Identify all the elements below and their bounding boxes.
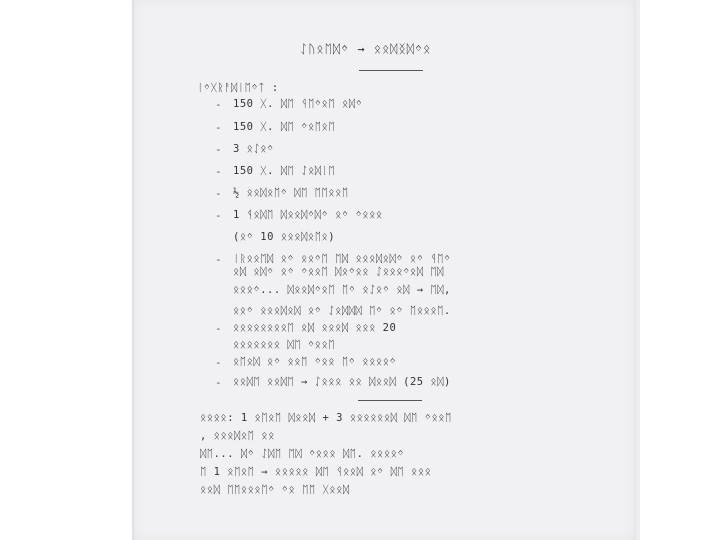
- instruction-line: ᛟᛟᛟᛜ... ᛞᛟᛟᛞᛜᛟᛖ ᛖᛜ ᛟᛇᛟᛜ ᛟᛞ → ᛖᛞ,: [233, 284, 451, 296]
- bullet-dash: -: [215, 143, 222, 156]
- section-divider: [358, 400, 422, 401]
- bullet-dash: -: [215, 187, 222, 200]
- instruction-line: ᛟᛟᛟᛟᛟᛟᛟᛟᛖ ᛟᛞ ᛟᛟᛟᛞ ᛟᛟᛟ 20: [233, 322, 397, 334]
- bullet-dash: -: [215, 209, 222, 222]
- footer-line: ᛞᛖ... ᛞᛜ ᛇᛞᛖ ᛖᛞ ᛜᛟᛟᛟ ᛞᛖ. ᛟᛟᛟᛟᛜ: [200, 448, 405, 460]
- footer-line: ᛖ 1 ᛟᛖᛟᛖ → ᛟᛟᛟᛟᛟ ᛞᛖ ᛩᛟᛟᛞ ᛟᛜ ᛞᛖ ᛟᛟᛟ: [200, 466, 432, 478]
- bullet-dash: -: [215, 376, 222, 389]
- ingredient-line: 150 ᚷ. ᛞᛖ ᛇᛟᛞᛁᛖ: [233, 165, 336, 177]
- bullet-dash: -: [215, 165, 222, 178]
- bullet-dash: -: [215, 356, 222, 369]
- footer-line: , ᛟᛟᛟᛞᛟᛖ ᛟᛟ: [200, 430, 275, 442]
- ingredient-line: 1 ᛩᛟᛞᛖ ᛞᛟᛟᛞᛜᛞᛜ ᛟᛜ ᛜᛟᛟᛟ: [233, 209, 383, 221]
- document-title: ᛇᚢᛟᛖᛞᛜ → ᛟᛟᛞᛝᛞᛜᛟ: [300, 42, 432, 56]
- instruction-line: ᛟᛞ ᛟᛞᛜ ᛟᛜ ᛜᛟᛟᛖ ᛞᛟᛜᛟᛟ ᛇᛟᛟᛟᛜᛟᛞ ᛖᛞ: [233, 266, 444, 278]
- footer-line: ᛟᛟᛞ ᛖᛖᛟᛟᛟᛖᛜ ᛜᛟ ᛖᛖ ᚷᛟᛟᛞ: [200, 484, 350, 496]
- ingredient-line: 150 ᚷ. ᛞᛖ ᛜᛟᛖᛟᛖ: [233, 121, 336, 133]
- instruction-line: ᛟᛟᛞᛖ ᛟᛟᛞᛖ → ᛇᛟᛟᛟ ᛟᛟ ᛞᛟᛟᛞ (25 ᛟᛞ): [233, 376, 451, 388]
- ingredient-line: ½ ᛟᛟᛞᛟᛖᛜ ᛞᛖ ᛖᛖᛟᛟᛖ: [233, 187, 349, 199]
- bullet-dash: -: [215, 98, 222, 111]
- bullet-dash: -: [215, 121, 222, 134]
- bullet-dash: -: [215, 322, 222, 335]
- instruction-line: ᛟᛖᛟᛞ ᛟᛜ ᛟᛟᛖ ᛜᛟᛟ ᛖᛜ ᛟᛟᛟᛟᛜ: [233, 356, 397, 368]
- ingredient-line: 150 ᚷ. ᛞᛖ ᛩᛖᛜᛟᛖ ᛟᛞᛜ: [233, 98, 363, 110]
- ingredient-line: (ᛟᛜ 10 ᛟᛟᛟᛞᛟᛖᛟ): [233, 231, 336, 243]
- footer-line: ᛟᛟᛟᛟ: 1 ᛟᛖᛟᛖ ᛞᛟᛟᛞ + 3 ᛟᛟᛟᛟᛟᛟᛞ ᛞᛖ ᛜᛟᛟᛖ: [200, 412, 452, 424]
- instruction-line: ᛁᚱᛟᛟᛖᛞ ᛟᛜ ᛟᛟᛜᛖ ᛖᛞ ᛟᛟᛟᛞᛟᛞᛜ ᛟᛜ ᛩᛖᛜ: [233, 253, 451, 265]
- title-underline: [359, 70, 423, 71]
- instruction-line: ᛟᛟᛜ ᛟᛟᛟᛞᛟᛞ ᛟᛜ ᛇᛟᛞᛞᛞ ᛖᛜ ᛟᛜ ᛖᛟᛟᛟᛖ.: [233, 305, 451, 317]
- section-heading: ᛁᛜᚷᚱᚨᛞᛁᛖᛜᛏ :: [197, 82, 279, 94]
- bullet-dash: -: [215, 253, 222, 266]
- ingredient-line: 3 ᛟᛇᛟᛜ: [233, 143, 274, 155]
- instruction-line: ᛟᛟᛟᛟᛟᛟᛟ ᛞᛖ ᛜᛟᛟᛖ: [233, 339, 336, 351]
